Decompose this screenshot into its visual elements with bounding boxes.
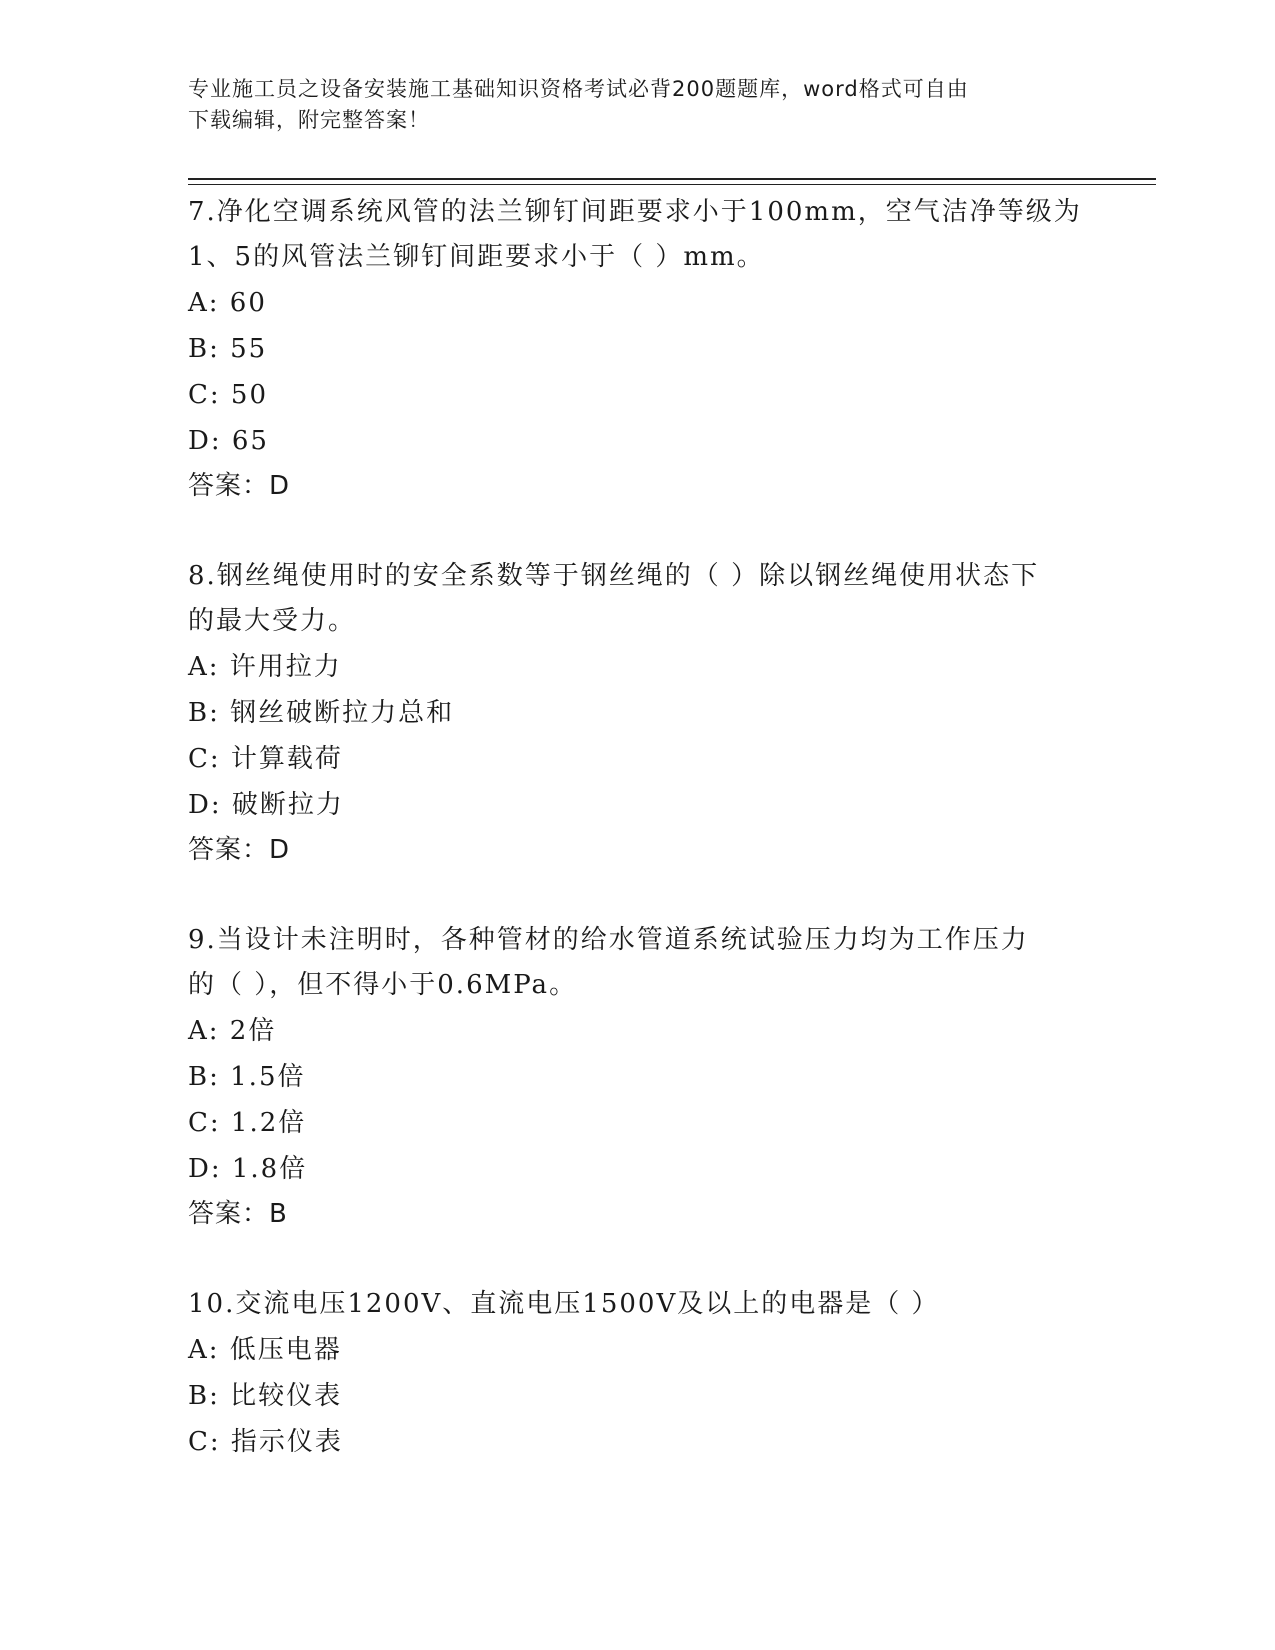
spacer: [188, 872, 1088, 918]
option-c: C: 1.2倍: [188, 1108, 307, 1138]
option-a: A: 2倍: [188, 1016, 277, 1046]
option-c: C: 50: [188, 380, 269, 410]
option-a: A: 低压电器: [188, 1335, 342, 1365]
question-7: [188, 190, 1088, 508]
question-9: [188, 918, 1088, 1236]
header-title-line-1: 专业施工员之设备安装施工基础知识资格考试必背200题题库，word格式可自由: [188, 77, 969, 101]
question-text-line: 1、5的风管法兰铆钉间距要求小于（ ）mm。: [188, 242, 765, 272]
option-d: D: 1.8倍: [188, 1154, 308, 1184]
question-list: [188, 190, 1088, 1465]
question-text-line: 的（ ），但不得小于0.6MPa。: [188, 970, 578, 1000]
document-header: [188, 74, 1068, 136]
option-b: B: 钢丝破断拉力总和: [188, 698, 455, 728]
question-text-line: 10.交流电压1200V、直流电压1500V及以上的电器是（ ）: [188, 1289, 940, 1319]
question-10: [188, 1282, 1088, 1465]
question-8: [188, 554, 1088, 872]
option-c: C: 计算载荷: [188, 744, 343, 774]
header-title-line-2: 下载编辑，附完整答案！: [188, 108, 430, 132]
question-text-line: 的最大受力。: [188, 606, 357, 636]
option-b: B: 比较仪表: [188, 1381, 343, 1411]
header-divider-thin: [188, 184, 1156, 185]
spacer: [188, 1236, 1088, 1282]
question-text-line: 7.净化空调系统风管的法兰铆钉间距要求小于100mm，空气洁净等级为: [188, 197, 1082, 227]
option-d: D: 65: [188, 426, 269, 456]
header-divider: [188, 178, 1156, 180]
answer-label: 答案：D: [188, 471, 291, 501]
answer-label: 答案：B: [188, 1199, 288, 1229]
question-text-line: 9.当设计未注明时，各种管材的给水管道系统试验压力均为工作压力: [188, 925, 1029, 955]
answer-label: 答案：D: [188, 835, 291, 865]
spacer: [188, 508, 1088, 554]
option-a: A: 60: [188, 288, 267, 318]
option-b: B: 55: [188, 334, 268, 364]
option-a: A: 许用拉力: [188, 652, 342, 682]
option-d: D: 破断拉力: [188, 790, 344, 820]
option-b: B: 1.5倍: [188, 1062, 306, 1092]
question-text-line: 8.钢丝绳使用时的安全系数等于钢丝绳的（ ）除以钢丝绳使用状态下: [188, 561, 1040, 591]
option-c: C: 指示仪表: [188, 1427, 343, 1457]
